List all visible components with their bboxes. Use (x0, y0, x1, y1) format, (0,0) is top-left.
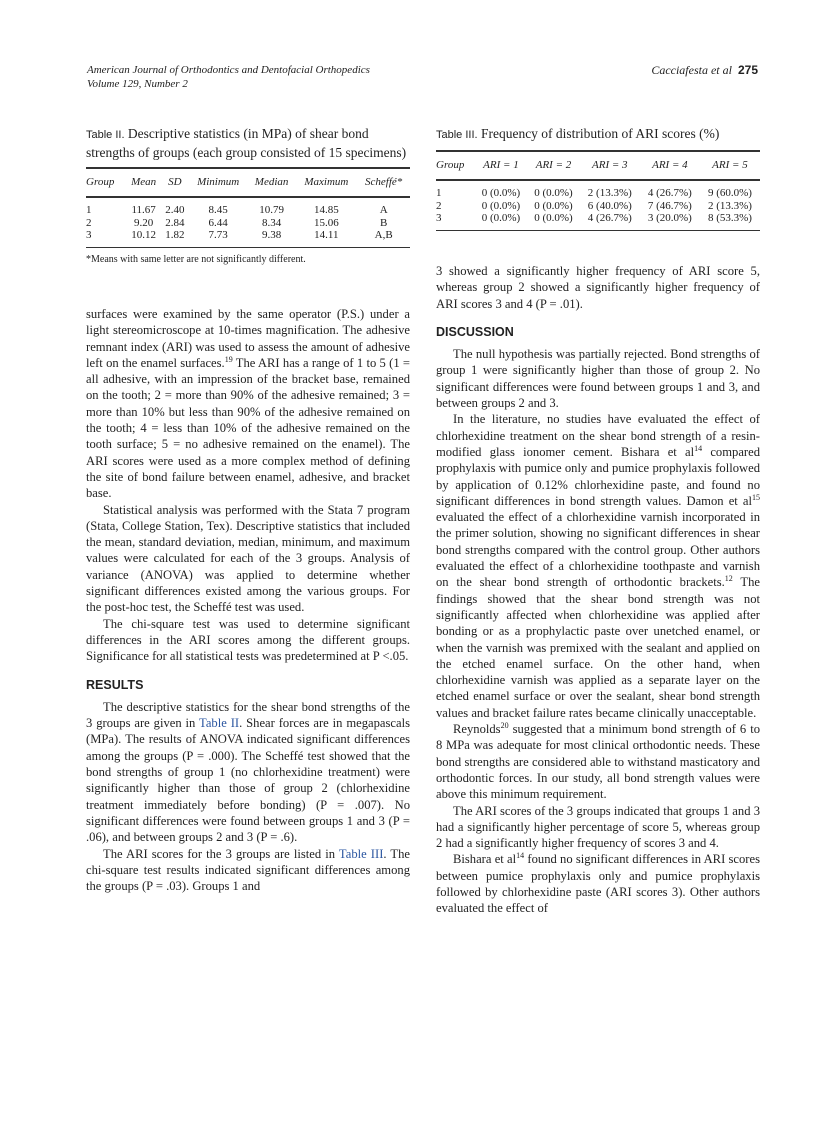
citation[interactable]: 14 (516, 851, 525, 861)
paragraph: In the literature, no studies have evaluated the effect of chlorhexidine treatment on the shear bond strength of a resin-modified glass ionomer cement. Bishara et $al^{14}$ compared prophylaxis with pumice only and pumice prophylaxis followed by application of 0.12% chlorhexidine paste, and found no significant differences in bond strength values. Damon et $al^{15}$ evaluated the effect of a chlorhexidine varnish incorporated in the primer solution, showing no significant differences in shear bond strengths compared with the control group. Other authors evaluated the effect of a chlorhexidine toothpaste and varnish on the shear bond strength of orthodontic brackets.$^{12}$ The findings showed that the shear bond strength was not significantly affected when chlorhexidine was applied after bonding or as a prophylactic paste over unetched enamel, or when the varnish was premixed with the sealant and applied on the etched enamel surface. On the other hand, when chlorhexidine varnish was applied as a separate layer on the etched enamel surface or over the sealant, shear bond strength values and bracket failure rates became clinically unacceptable. (436, 412, 760, 720)
table-row: 3 0 (0.0%) 0 (0.0%) 4 (26.7%) 3 (20.0%) 8 (53.3%) (436, 212, 760, 230)
citation[interactable]: 15 (752, 492, 760, 502)
paragraph: Bishara et $al^{14}$ found no significant differences in ARI scores between pumice prophylaxis only and pumice prophylaxis followed by chlorhexidine paste (ARI scores 3). Other authors evaluated the effect of (436, 851, 760, 916)
paragraph: 3 showed a significantly higher frequency of ARI score 5, whereas group 2 showed a significantly higher frequency of ARI scores 3 and 4 (P = .01). (436, 264, 760, 311)
right-body (436, 263, 760, 917)
table-row: 2 9.20 2.84 6.44 8.34 15.06 B (86, 216, 388, 229)
journal-title: American Journal of Orthodontics and Dentofacial Orthopedics (87, 64, 370, 76)
paragraph: Reynolds$^{20}$ suggested that a minimum bond strength of 6 to 8 MPa was adequate for most clinical orthodontic needs. These bond strengths are considered able to withstand masticatory and orthodontic forces. In our study, all bond strength values were above this minimum requirement. (436, 720, 760, 802)
paragraph: The ARI scores for the 3 groups are listed in Table III. The chi-square test results indicated significant differences among the groups (P = .03). Groups 1 and (86, 846, 410, 894)
table3-link[interactable]: Table III (338, 846, 384, 861)
paragraph: Statistical analysis was performed with the Stata 7 program (Stata, College Station, Tex). Descriptive statistics that included the mean, standard deviation, median, minimum, and maximum values were calculated for each of the 3 groups. Analysis of variance (ANOVA) was applied to determine whether significant differences existed among the various groups. For the post-hoc test, the Scheffé test was used. (86, 502, 410, 615)
citation[interactable]: 12 (724, 574, 733, 584)
table2-footnote: *Means with same letter are not significantly different. (86, 253, 306, 265)
table3-label: Table III. (436, 129, 478, 141)
paragraph: The ARI scores of the 3 groups indicated that groups 1 and 3 had a significantly higher percentage of score 5, whereas group 2 had a significantly higher frequency of scores 3 and 4. (436, 803, 760, 851)
table2-caption: Table II. Descriptive statistics (in MPa) of shear bond strengths of groups (each group consisted of 15 specimens) (86, 126, 407, 160)
col-header: Group (436, 151, 475, 180)
citation[interactable]: 14 (694, 443, 703, 453)
journal-volume: Volume 129, Number 2 (87, 78, 188, 90)
table-row: 3 10.12 1.82 7.73 9.38 14.11 A,B (86, 229, 410, 247)
left-column (86, 125, 410, 268)
paragraph: The null hypothesis was partially rejected. Bond strengths of group 1 were significantly higher than those of group 2. No significant differences were found between groups 1 and 3, and between groups 2 and 3. (436, 347, 760, 411)
table3 (436, 125, 760, 231)
col-header: ARI = 5 (700, 151, 760, 180)
right-column (436, 125, 760, 231)
left-body (86, 306, 410, 894)
col-header: Scheffé* (357, 168, 410, 197)
table-row: 1 0 (0.0%) 0 (0.0%) 2 (13.3%) 4 (26.7%) 9 (60.0%) (436, 187, 752, 200)
page-number: 275 (737, 63, 758, 77)
col-header: Mean (126, 168, 161, 197)
col-header: Maximum (295, 168, 357, 197)
running-header-journal (87, 63, 370, 91)
table2-label: Table II. (86, 129, 125, 141)
table2-grid (86, 167, 410, 248)
paragraph: The descriptive statistics for the shear bond strengths of the 3 groups are given in Table II. Shear forces are in megapascals (MPa). The results of ANOVA indicated significant differences among the groups (P = .000). The Scheffé test showed that the bond strengths of group 1 (no chlorhexidine treatment) were significantly higher than those of group 2 (chlorhexidine treatment immediately before bonding) (P = .007). No significant differences were found between groups 1 and 3 (P = .06), and between groups 2 and 3 (P = .6). (86, 699, 410, 845)
col-header: SD (161, 168, 188, 197)
authors: Cacciafesta et al (651, 63, 732, 77)
col-header: Median (248, 168, 295, 197)
table3-caption: Table III. Frequency of distribution of ARI scores (%) (436, 126, 720, 141)
col-header: ARI = 3 (580, 151, 640, 180)
table-row: 2 0 (0.0%) 0 (0.0%) 6 (40.0%) 7 (46.7%) 2 (13.3%) (436, 199, 752, 212)
col-header: ARI = 2 (527, 151, 580, 180)
table-row: 1 11.67 2.40 8.45 10.79 14.85 A (86, 204, 388, 217)
section-heading-discussion: DISCUSSION (436, 324, 514, 339)
running-header-right (651, 63, 758, 78)
col-header: Group (86, 168, 126, 197)
paragraph: surfaces were examined by the same operator (P.S.) under a light stereomicroscope at 10-times magnification. The adhesive remnant index (ARI) was used to assess the amount of adhesive left on the enamel surfaces.$^{19}$ The ARI has a range of 1 to 5 (1 = all adhesive, with an impression of the bracket base, remained on the tooth; 2 = more than 90% of the adhesive remained; 3 = more than 10% but less than 90% of the adhesive remained on the tooth; 4 = less than 10% of the adhesive remained on the tooth surface; 5 = no adhesive remained on the enamel). The ARI scores were used as a more complex method of defining the site of bond failure between enamel, adhesive, and bracket base. (86, 307, 411, 501)
table2-link[interactable]: Table II (199, 716, 240, 731)
col-header: Minimum (188, 168, 247, 197)
col-header: ARI = 1 (475, 151, 528, 180)
table2 (86, 125, 410, 268)
col-header: ARI = 4 (640, 151, 700, 180)
paragraph: The chi-square test was used to determine significant differences in the ARI scores among the different groups. Significance for all statistical tests was predetermined at P <.05. (86, 616, 410, 664)
citation[interactable]: 20 (500, 720, 509, 730)
citation[interactable]: 19 (224, 354, 233, 364)
section-heading-results: RESULTS (86, 677, 144, 692)
table3-grid (436, 150, 760, 231)
